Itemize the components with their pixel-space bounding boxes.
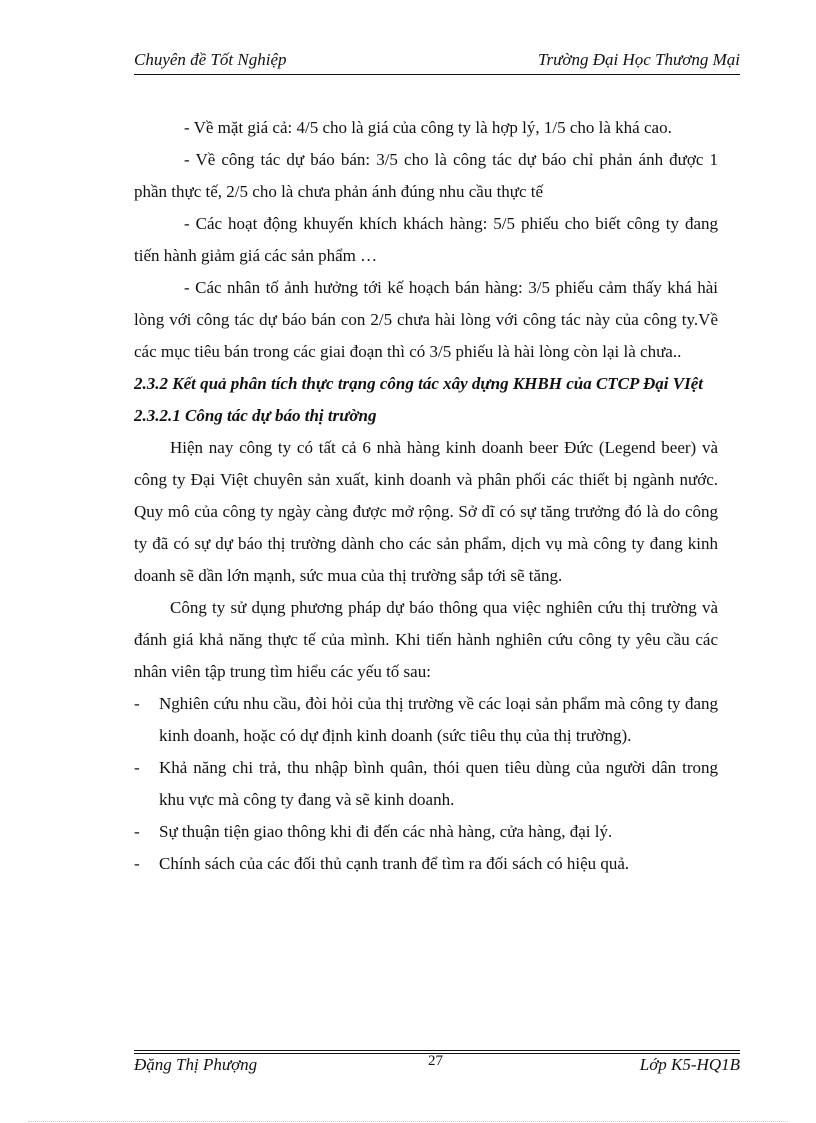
bullet-dash: - bbox=[134, 694, 140, 713]
section-heading-2-3-2-1: 2.3.2.1 Công tác dự báo thị trường bbox=[134, 406, 377, 425]
paragraph-factors: - Các nhân tố ảnh hưởng tới kế hoạch bán hàng: 3/5 phiếu cảm thấy khá hài lòng với công tác dự báo bán con 2/5 chưa hài lòng với công tác này của công ty.Về các mục tiêu bán trong các giai đoạn thì có 3/5 phiếu là hài lòng còn lại là chưa.. bbox=[134, 278, 718, 361]
list-item bbox=[134, 688, 718, 752]
bullet-dash: - bbox=[134, 758, 140, 777]
bullet-dash: - bbox=[134, 854, 140, 873]
footer-rule bbox=[134, 1050, 740, 1051]
body-text bbox=[134, 112, 718, 880]
section-heading-2-3-2: 2.3.2 Kết quả phân tích thực trạng công tác xây dựng KHBH của CTCP Đại VIệt bbox=[134, 374, 703, 393]
bullet-text: Chính sách của các đối thủ cạnh tranh để tìm ra đối sách có hiệu quả. bbox=[159, 854, 630, 873]
page-header bbox=[134, 50, 740, 74]
footer-author: Đặng Thị Phượng bbox=[134, 1055, 258, 1074]
bullet-text: Sự thuận tiện giao thông khi đi đến các nhà hàng, cửa hàng, đại lý. bbox=[159, 822, 613, 841]
paragraph-forecast-method: Công ty sử dụng phương pháp dự báo thông qua việc nghiên cứu thị trường và đánh giá khả năng thực tế của mình. Khi tiến hành nghiên cứu công ty yêu cầu các nhân viên tập trung tìm hiểu các yếu tố sau: bbox=[134, 598, 718, 681]
list-item bbox=[134, 848, 718, 880]
page-number: 27 bbox=[428, 1053, 443, 1069]
paragraph-price: - Về mặt giá cả: 4/5 cho là giá của công ty là hợp lý, 1/5 cho là khá cao. bbox=[184, 118, 672, 137]
bullet-dash: - bbox=[134, 822, 140, 841]
paragraph-promotions: - Các hoạt động khuyến khích khách hàng: 5/5 phiếu cho biết công ty đang tiến hành giảm giá các sản phẩm … bbox=[134, 214, 718, 265]
header-rule bbox=[134, 74, 740, 75]
paragraph-sales-forecast: - Về công tác dự báo bán: 3/5 cho là công tác dự báo chỉ phản ánh được 1 phần thực tế, 2/5 cho là chưa phản ánh đúng nhu cầu thực tế bbox=[134, 150, 718, 201]
page-edge bbox=[28, 1121, 788, 1122]
list-item bbox=[134, 816, 718, 848]
paragraph-company-overview: Hiện nay công ty có tất cả 6 nhà hàng kinh doanh beer Đức (Legend beer) và công ty Đại Việt chuyên sản xuất, kinh doanh và phân phối các thiết bị ngành nước. Quy mô của công ty ngày càng được mở rộng. Sở dĩ có sự tăng trưởng đó là do công ty đã có sự dự báo thị trường dành cho các sản phẩm, dịch vụ mà công ty đang kinh doanh sẽ dần lớn mạnh, sức mua của thị trường sắp tới sẽ tăng. bbox=[134, 438, 718, 585]
header-school-name: Trường Đại Học Thương Mại bbox=[538, 50, 740, 69]
bullet-text: Khả năng chi trả, thu nhập bình quân, thói quen tiêu dùng của người dân trong khu vực mà công ty đang và sẽ kinh doanh. bbox=[159, 758, 718, 809]
bullet-text: Nghiên cứu nhu cầu, đòi hỏi của thị trường về các loại sản phẩm mà công ty đang kinh doanh, hoặc có dự định kinh doanh (sức tiêu thụ của thị trường). bbox=[159, 694, 718, 745]
footer-class: Lớp K5-HQ1B bbox=[639, 1055, 740, 1074]
page-footer bbox=[134, 1055, 740, 1079]
list-item bbox=[134, 752, 718, 816]
header-document-title: Chuyên đề Tốt Nghiệp bbox=[134, 50, 287, 69]
